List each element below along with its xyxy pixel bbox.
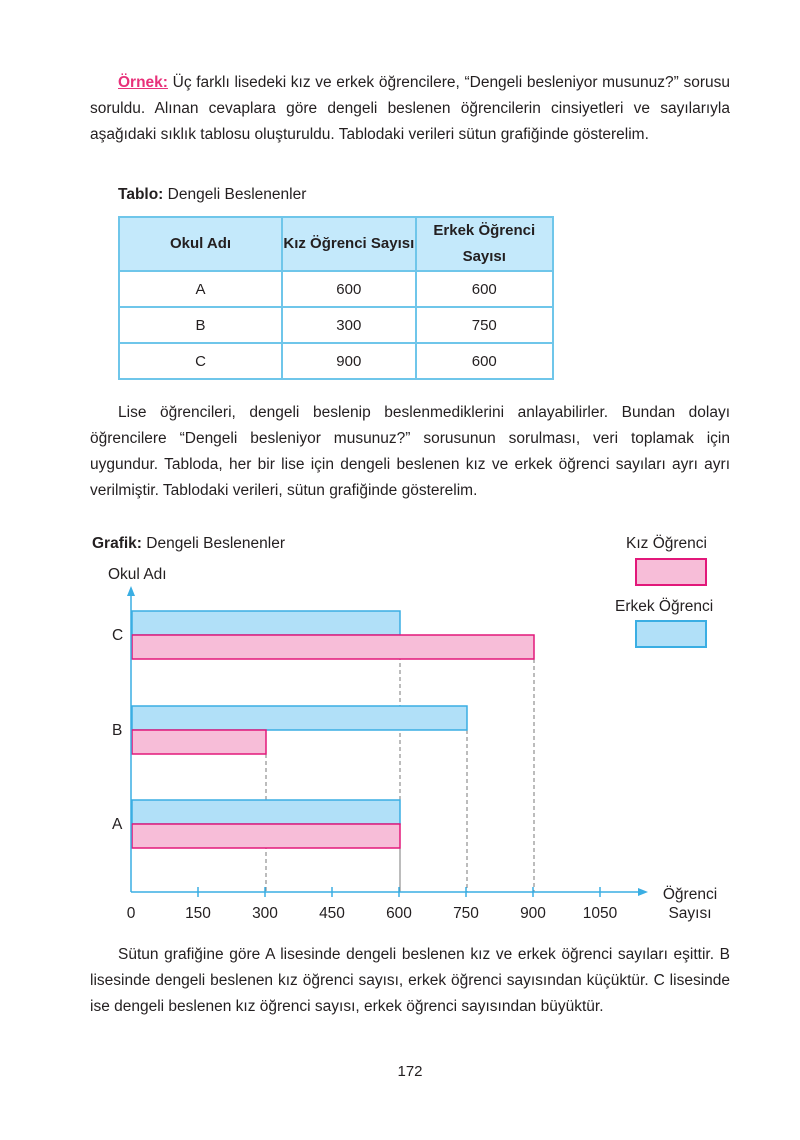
table-header-row xyxy=(119,217,553,271)
second-paragraph: Lise öğrencileri, dengeli beslenip beslenmediklerini anlayabilirler. Bundan dolayı öğrencilere “Dengeli besleniyor musunuz?” sorusunun sorulması, veri toplamak için uygundur. Tabloda, her bir lise için dengeli beslenen kız ve erkek öğrenci sayıları ayrı ayrı verilmiştir. Tablodaki verileri, sütun grafiğinde gösterelim. xyxy=(90,404,730,499)
x-tick-label: 300 xyxy=(252,905,278,922)
table-row xyxy=(119,307,553,343)
chart-category-labels xyxy=(112,627,123,833)
header-school: Okul Adı xyxy=(119,217,282,271)
intro-paragraph xyxy=(90,70,730,148)
frequency-table xyxy=(118,216,554,380)
x-tick-label: 750 xyxy=(453,905,479,922)
table-cell: B xyxy=(119,307,282,343)
table-cell: 600 xyxy=(416,271,553,307)
bar-boys-a xyxy=(132,800,400,824)
conclusion-paragraph: Sütun grafiğine göre A lisesinde dengeli beslenen kız ve erkek öğrenci sayıları eşittir. B lisesinde dengeli beslenen kız öğrenci sayısı, erkek öğrenci sayısından küçüktür. C lisesinde ise dengeli beslenen kız öğrenci sayısı, erkek öğrenci sayısından büyüktür. xyxy=(90,946,730,1015)
graph-caption-prefix: Grafik: xyxy=(92,535,142,552)
bar-boys-c xyxy=(132,611,400,635)
x-tick-label: 1050 xyxy=(582,905,618,922)
bar-girls-c xyxy=(132,635,534,659)
bar-girls-a xyxy=(132,824,400,848)
x-tick-label: 150 xyxy=(185,905,211,922)
x-tick-label: 450 xyxy=(319,905,345,922)
table-cell: 600 xyxy=(416,343,553,379)
intro-text: Üç farklı lisedeki kız ve erkek öğrencilere, “Dengeli besleniyor musunuz?” sorusu soruldu. Alınan cevaplara göre dengeli beslenen öğrencilerin cinsiyetleri ve sayılarıyla aşağıdaki sıklık tablosu oluşturuldu. Tablodaki verileri sütun grafiğinde gösterelim. xyxy=(90,74,730,143)
table-cell: C xyxy=(119,343,282,379)
table-cell: 600 xyxy=(282,271,415,307)
category-label-c: C xyxy=(112,627,124,644)
x-tick-label: 900 xyxy=(520,905,546,922)
legend-girls-label: Kız Öğrenci xyxy=(626,535,707,552)
bar-boys-b xyxy=(132,706,467,730)
table-caption xyxy=(118,186,306,204)
header-boys: Erkek Öğrenci Sayısı xyxy=(416,217,553,271)
header-girls: Kız Öğrenci Sayısı xyxy=(282,217,415,271)
x-axis-label: Öğrenci Sayısı xyxy=(662,886,718,922)
table-cell: 750 xyxy=(416,307,553,343)
table-cell: 900 xyxy=(282,343,415,379)
x-axis-arrow-icon xyxy=(638,888,648,896)
legend-boys-label: Erkek Öğrenci xyxy=(615,598,714,615)
x-tick-label: 600 xyxy=(386,905,412,922)
graph-caption-text: Dengeli Beslenenler xyxy=(141,535,286,552)
category-label-b: B xyxy=(112,722,123,739)
x-tick-label: 0 xyxy=(126,905,136,922)
table-caption-text: Dengeli Beslenenler xyxy=(163,186,307,203)
example-label: Örnek: xyxy=(118,74,168,91)
y-axis-arrow-icon xyxy=(127,586,135,596)
table-cell: 300 xyxy=(282,307,415,343)
chart-guides xyxy=(266,635,534,892)
bar-girls-b xyxy=(132,730,266,754)
table-cell: A xyxy=(119,271,282,307)
chart-bars xyxy=(132,611,534,848)
page-number: 172 xyxy=(397,1063,423,1080)
table-caption-prefix: Tablo: xyxy=(118,186,164,203)
category-label-a: A xyxy=(112,816,123,833)
table-row xyxy=(119,343,553,379)
table-row xyxy=(119,271,553,307)
y-axis-label: Okul Adı xyxy=(108,566,167,583)
bar-chart xyxy=(0,530,800,930)
